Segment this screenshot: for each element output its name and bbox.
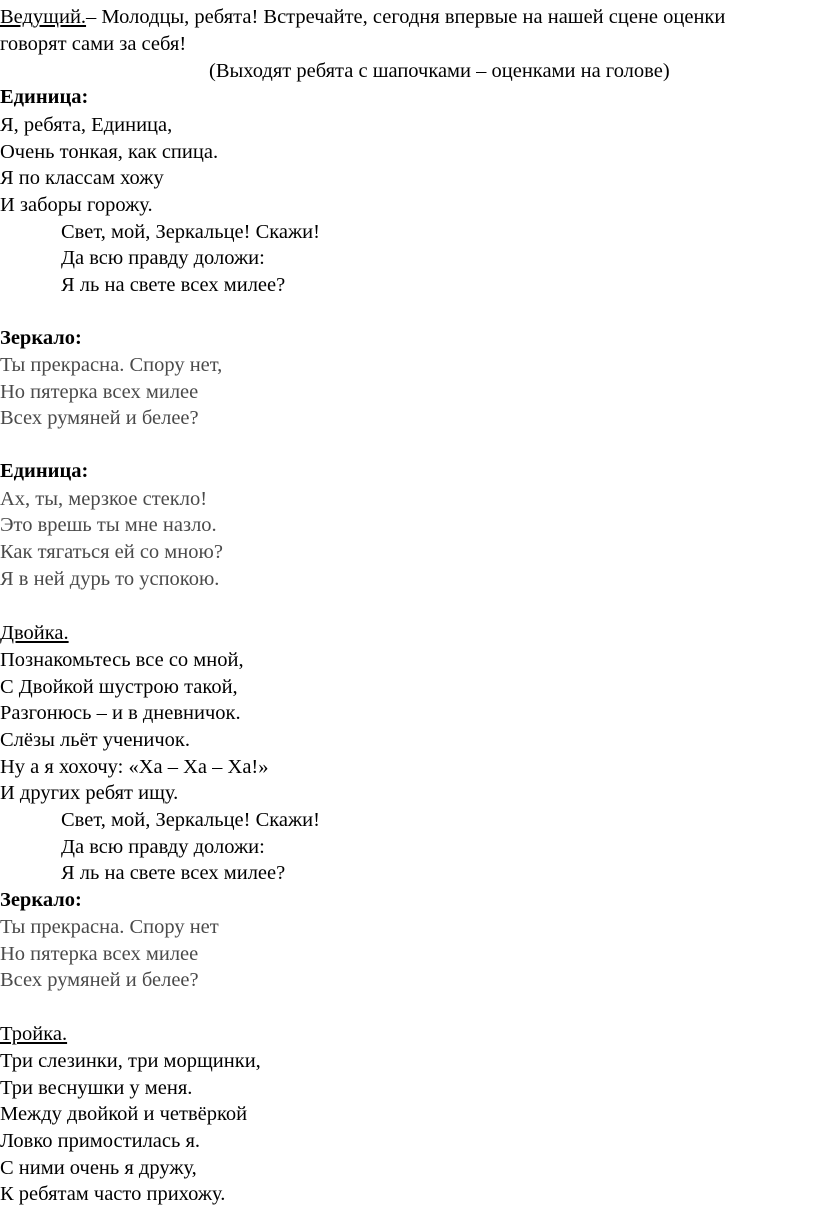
intro-speaker: Ведущий. — [0, 6, 87, 28]
verse-line: Слёзы льёт ученичок. — [0, 729, 191, 751]
verse-line: Как тягаться ей со мною? — [0, 541, 223, 563]
verse-line: Я, ребята, Единица, — [0, 114, 173, 136]
verse-line: Ты прекрасна. Спору нет, — [0, 354, 223, 376]
verse-line: Три веснушки у меня. — [0, 1077, 193, 1099]
verse-line: Но пятерка всех милее — [0, 381, 199, 403]
speaker-label: Единица: — [0, 86, 89, 108]
refrain-line: Да всю правду доложи: — [61, 247, 265, 269]
refrain-line: Я ль на свете всех милее? — [61, 274, 286, 296]
verse-line: Три слезинки, три морщинки, — [0, 1050, 261, 1072]
speaker-label: Зеркало: — [0, 327, 82, 349]
verse-line: Между двойкой и четвёркой — [0, 1103, 248, 1125]
verse-line: Ловко примостилась я. — [0, 1130, 201, 1152]
verse-line: К ребятам часто прихожу. — [0, 1183, 226, 1205]
intro-line-1 — [0, 4, 725, 30]
verse-line: С Двойкой шустрою такой, — [0, 676, 238, 698]
speaker-label: Двойка. — [0, 622, 69, 644]
verse-line: И других ребят ищу. — [0, 782, 179, 804]
verse-line: Ах, ты, мерзкое стекло! — [0, 488, 208, 510]
stage-direction: (Выходят ребята с шапочками – оценками на голове) — [209, 60, 670, 82]
speaker-label: Единица: — [0, 460, 89, 482]
speaker-label: Тройка. — [0, 1023, 68, 1045]
verse-line: Познакомьтесь все со мной, — [0, 649, 244, 671]
refrain-line: Я ль на свете всех милее? — [61, 862, 286, 884]
verse-line: Ты прекрасна. Спору нет — [0, 916, 219, 938]
refrain-line: Свет, мой, Зеркальце! Скажи! — [61, 809, 320, 831]
verse-line: Очень тонкая, как спица. — [0, 141, 219, 163]
intro-text-1: – Молодцы, ребята! Встречайте, сегодня впервые на нашей сцене оценки — [86, 6, 726, 28]
refrain-line: Свет, мой, Зеркальце! Скажи! — [61, 221, 320, 243]
verse-line: Разгонюсь – и в дневничок. — [0, 702, 241, 724]
verse-line: И заборы горожу. — [0, 194, 153, 216]
verse-line: Я по классам хожу — [0, 167, 164, 189]
verse-line: Я в ней дурь то успокою. — [0, 568, 220, 590]
verse-line: С ними очень я дружу, — [0, 1157, 197, 1179]
verse-line: Всех румяней и белее? — [0, 969, 199, 991]
verse-line: Всех румяней и белее? — [0, 407, 199, 429]
verse-line: Это врешь ты мне назло. — [0, 514, 217, 536]
speaker-label: Зеркало: — [0, 889, 82, 911]
verse-line: Ну а я хохочу: «Ха – Ха – Ха!» — [0, 756, 269, 778]
refrain-line: Да всю правду доложи: — [61, 836, 265, 858]
verse-line: Но пятерка всех милее — [0, 943, 199, 965]
intro-text-2: говорят сами за себя! — [0, 33, 187, 55]
